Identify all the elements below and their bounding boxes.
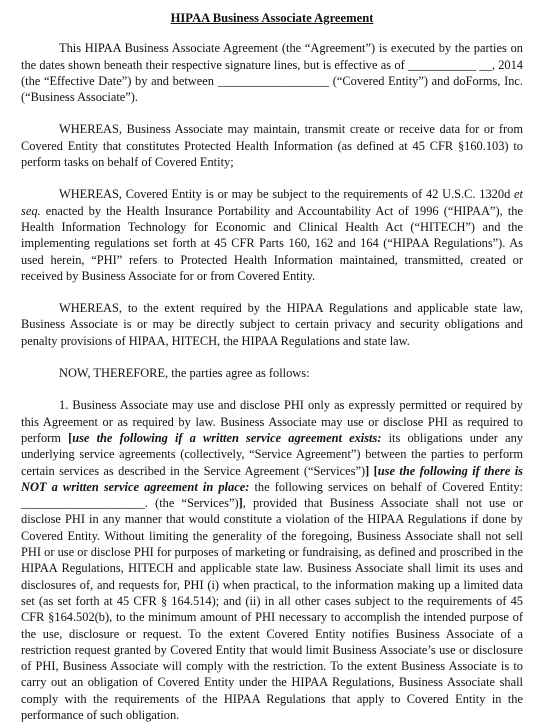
intro-paragraph: This HIPAA Business Associate Agreement (the “Agreement”) is executed by the parties on the dates shown beneath their respective signature lines, but is effective as of ___________ __, 2014 (the “Effective Date”) by and between __________________ (“Covered Entity”) and doForms, Inc. (“Business Associate”). (21, 41, 523, 105)
whereas-2-text-b: enacted by the Health Insurance Portability and Accountability Act of 1996 (“HIPAA”), the Health Information Technology for Economic and Clinical Health Act (“HITECH”) and the implementing regulations set forth at 45 CFR Parts 160, 162 and 164 (“HIPAA Regulations”). As used herein, “PHI” refers to Protected Health Information maintained, transmitted, created or received by Business Associate for or from Covered Entity. (21, 203, 523, 283)
instruction-no-written-agreement: use the following if there is NOT a written service agreement in place: (21, 463, 523, 494)
section-1-text-b: its obligations under any underlying service agreements (collectively, “Service Agreement”) between the parties to perform certain services as described in the Service Agreement (“Services”) (21, 430, 523, 478)
whereas-paragraph-3: WHEREAS, to the extent required by the HIPAA Regulations and applicable state law, Business Associate is or may be directly subject to certain privacy and security obligations and penalty provisions of HIPAA, HITECH, the HIPAA Regulations and state law. (21, 301, 523, 348)
et-seq-text: et seq. (21, 187, 523, 218)
bracket-open: [ (68, 430, 73, 445)
section-1-text-c: the following services on behalf of Covered Entity: ____________________. (the “Services”) (21, 479, 523, 511)
whereas-paragraph-1: WHEREAS, Business Associate may maintain, transmit create or receive data for or from Covered Entity that constitutes Protected Health Information (as defined at 45 CFR §160.103) to perform tasks on behalf of Covered Entity; (21, 122, 523, 170)
section-1-text-a: 1. Business Associate may use and disclose PHI only as expressly permitted or required by this Agreement or as required by law. Business Associate may use or disclose PHI as required to perform (21, 398, 523, 445)
instruction-written-agreement: use the following if a written service agreement exists: (72, 430, 382, 445)
section-1-paragraph (21, 397, 523, 723)
whereas-2-text-a: WHEREAS, Covered Entity is or may be subject to the requirements of 42 U.S.C. 1320d (59, 187, 515, 202)
now-therefore-paragraph: NOW, THEREFORE, the parties agree as follows: (59, 366, 310, 381)
document-title: HIPAA Business Associate Agreement (170, 11, 374, 25)
section-1-text-d: , provided that Business Associate shall not use or disclose PHI in any manner that would constitute a violation of the HIPAA Regulations if done by Covered Entity. Without limiting the generality of the foregoing, Business Associate shall not sell PHI or use or disclose PHI for purposes of marketing or fundraising, as defined and proscribed in the HIPAA Regulations, HITECH and applicable state law. Business Associate shall limit its uses and disclosures of, and requests for, PHI (i) when practical, to the information making up a limited data set (as set forth at 45 CFR § 164.514); and (ii) in all other cases subject to the requirements of 45 CFR §164.502(b), to the minimum amount of PHI necessary to accomplish the intended purpose of the use, disclosure or request. To the extent Covered Entity notifies Business Associate of a restriction request granted by Covered Entity that would limit Business Associate’s use or disclosure of PHI, Business Associate will comply with the restriction. To the extent Business Associate is to carry out an obligation of Covered Entity under the HIPAA Regulations, Business Associate shall comply with the requirements of the HIPAA Regulations that apply to Covered Entity in the performance of such obligation. (21, 496, 523, 722)
bracket-middle: ] [ (365, 463, 378, 478)
whereas-paragraph-2 (21, 186, 523, 284)
bracket-close: ] (238, 496, 243, 511)
